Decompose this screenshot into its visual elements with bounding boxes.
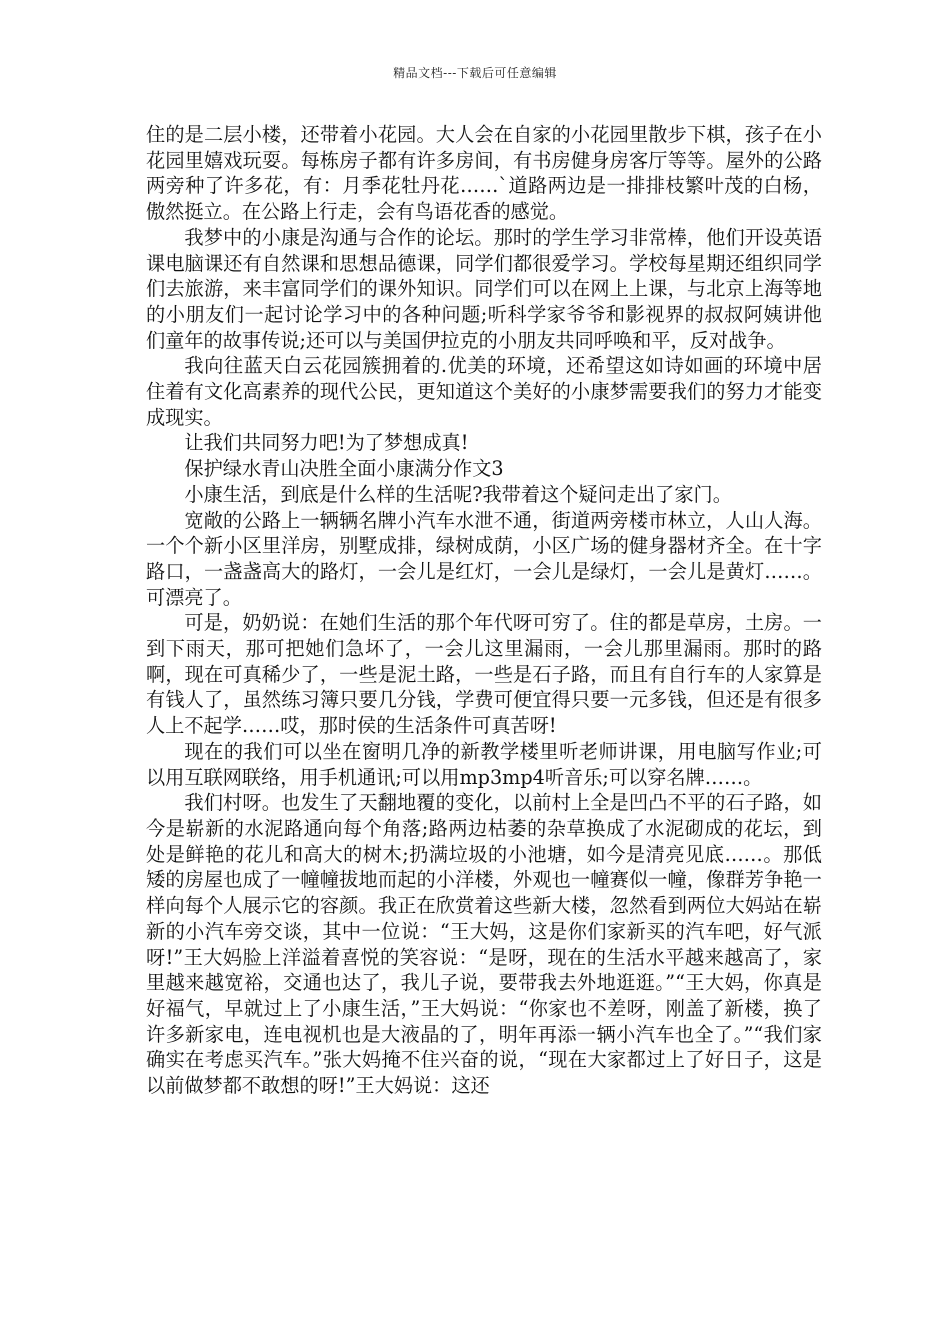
- paragraph-1: 住的是二层小楼，还带着小花园。大人会在自家的小花园里散步下棋，孩子在小花园里嬉戏玩耍。每栋房子都有许多房间，有书房健身房客厅等等。屋外的公路两旁种了许多花，有：月季花牡丹花……`道路两边是一排排枝繁叶茂的白杨，傲然挺立。在公路上行走，会有鸟语花香的感觉。: [146, 123, 822, 224]
- paragraph-7: 可是，奶奶说：在她们生活的那个年代呀可穷了。住的都是草房，土房。一到下雨天，那可把她们急坏了，一会儿这里漏雨，一会儿那里漏雨。那时的路啊，现在可真稀少了，一些是泥土路，一些是石子路，而且有自行车的人家算是有钱人了，虽然练习簿只要几分钱，学费可便宜得只要一元多钱，但还是有很多人上不起学……哎，那时侯的生活条件可真苦呀!: [146, 611, 822, 738]
- paragraph-5: 小康生活，到底是什么样的生活呢?我带着这个疑问走出了家门。: [184, 482, 732, 506]
- paragraph-9: 我们村呀。也发生了天翻地覆的变化，以前村上全是凹凸不平的石子路，如今是崭新的水泥路通向每个角落;路两边枯萎的杂草换成了水泥砌成的花坛，到处是鲜艳的花儿和高大的树木;扔满垃圾的小池塘，如今是清亮见底……。那低矮的房屋也成了一幢幢拔地而起的小洋楼，外观也一幢赛似一幢，像群芳争艳一样向每个人展示它的容颜。我正在欣赏着这些新大楼，忽然看到两位大妈站在崭新的小汽车旁交谈，其中一位说：“王大妈，这是你们家新买的汽车吧，好气派呀!”王大妈脸上洋溢着喜悦的笑容说：“是呀，现在的生活水平越来越高了，家里越来越宽裕，交通也达了，我儿子说，要带我去外地逛逛。”“王大妈，你真是好福气，早就过上了小康生活，”王大妈说：“你家也不差呀，刚盖了新楼，换了许多新家电，连电视机也是大液晶的了，明年再添一辆小汽车也全了。”“我们家确实在考虑买汽车。”张大妈掩不住兴奋的说，“现在大家都过上了好日子，这是以前做梦都不敢想的呀!”王大妈说：这还: [146, 791, 822, 1098]
- page-header: 精品文档---下载后可任意编辑: [393, 66, 557, 80]
- paragraph-8: 现在的我们可以坐在窗明几净的新教学楼里听老师讲课，用电脑写作业;可以用互联网联络，用手机通讯;可以用mp3mp4听音乐;可以穿名牌……。: [146, 739, 822, 789]
- paragraph-4: 让我们共同努力吧!为了梦想成真!: [184, 431, 469, 455]
- paragraph-3: 我向往蓝天白云花园簇拥着的.优美的环境，还希望这如诗如画的环境中居住着有文化高素养的现代公民，更知道这个美好的小康梦需要我们的努力才能变成现实。: [146, 354, 822, 429]
- essay-title: 保护绿水青山决胜全面小康满分作文3: [184, 457, 504, 481]
- paragraph-6: 宽敞的公路上一辆辆名牌小汽车水泄不通，街道两旁楼市林立，人山人海。一个个新小区里洋房，别墅成排，绿树成荫，小区广场的健身器材齐全。在十字路口，一盏盏高大的路灯，一会儿是红灯，一会儿是绿灯，一会儿是黄灯……。可漂亮了。: [146, 508, 822, 609]
- paragraph-2: 我梦中的小康是沟通与合作的论坛。那时的学生学习非常棒，他们开设英语课电脑课还有自然课和思想品德课，同学们都很爱学习。学校每星期还组织同学们去旅游，来丰富同学们的课外知识。同学们可以在网上上课，与北京上海等地的小朋友们一起讨论学习中的各种问题;听科学家爷爷和影视界的叔叔阿姨讲他们童年的故事传说;还可以与美国伊拉克的小朋友共同呼唤和平，反对战争。: [146, 225, 822, 352]
- document-body: [146, 122, 822, 1099]
